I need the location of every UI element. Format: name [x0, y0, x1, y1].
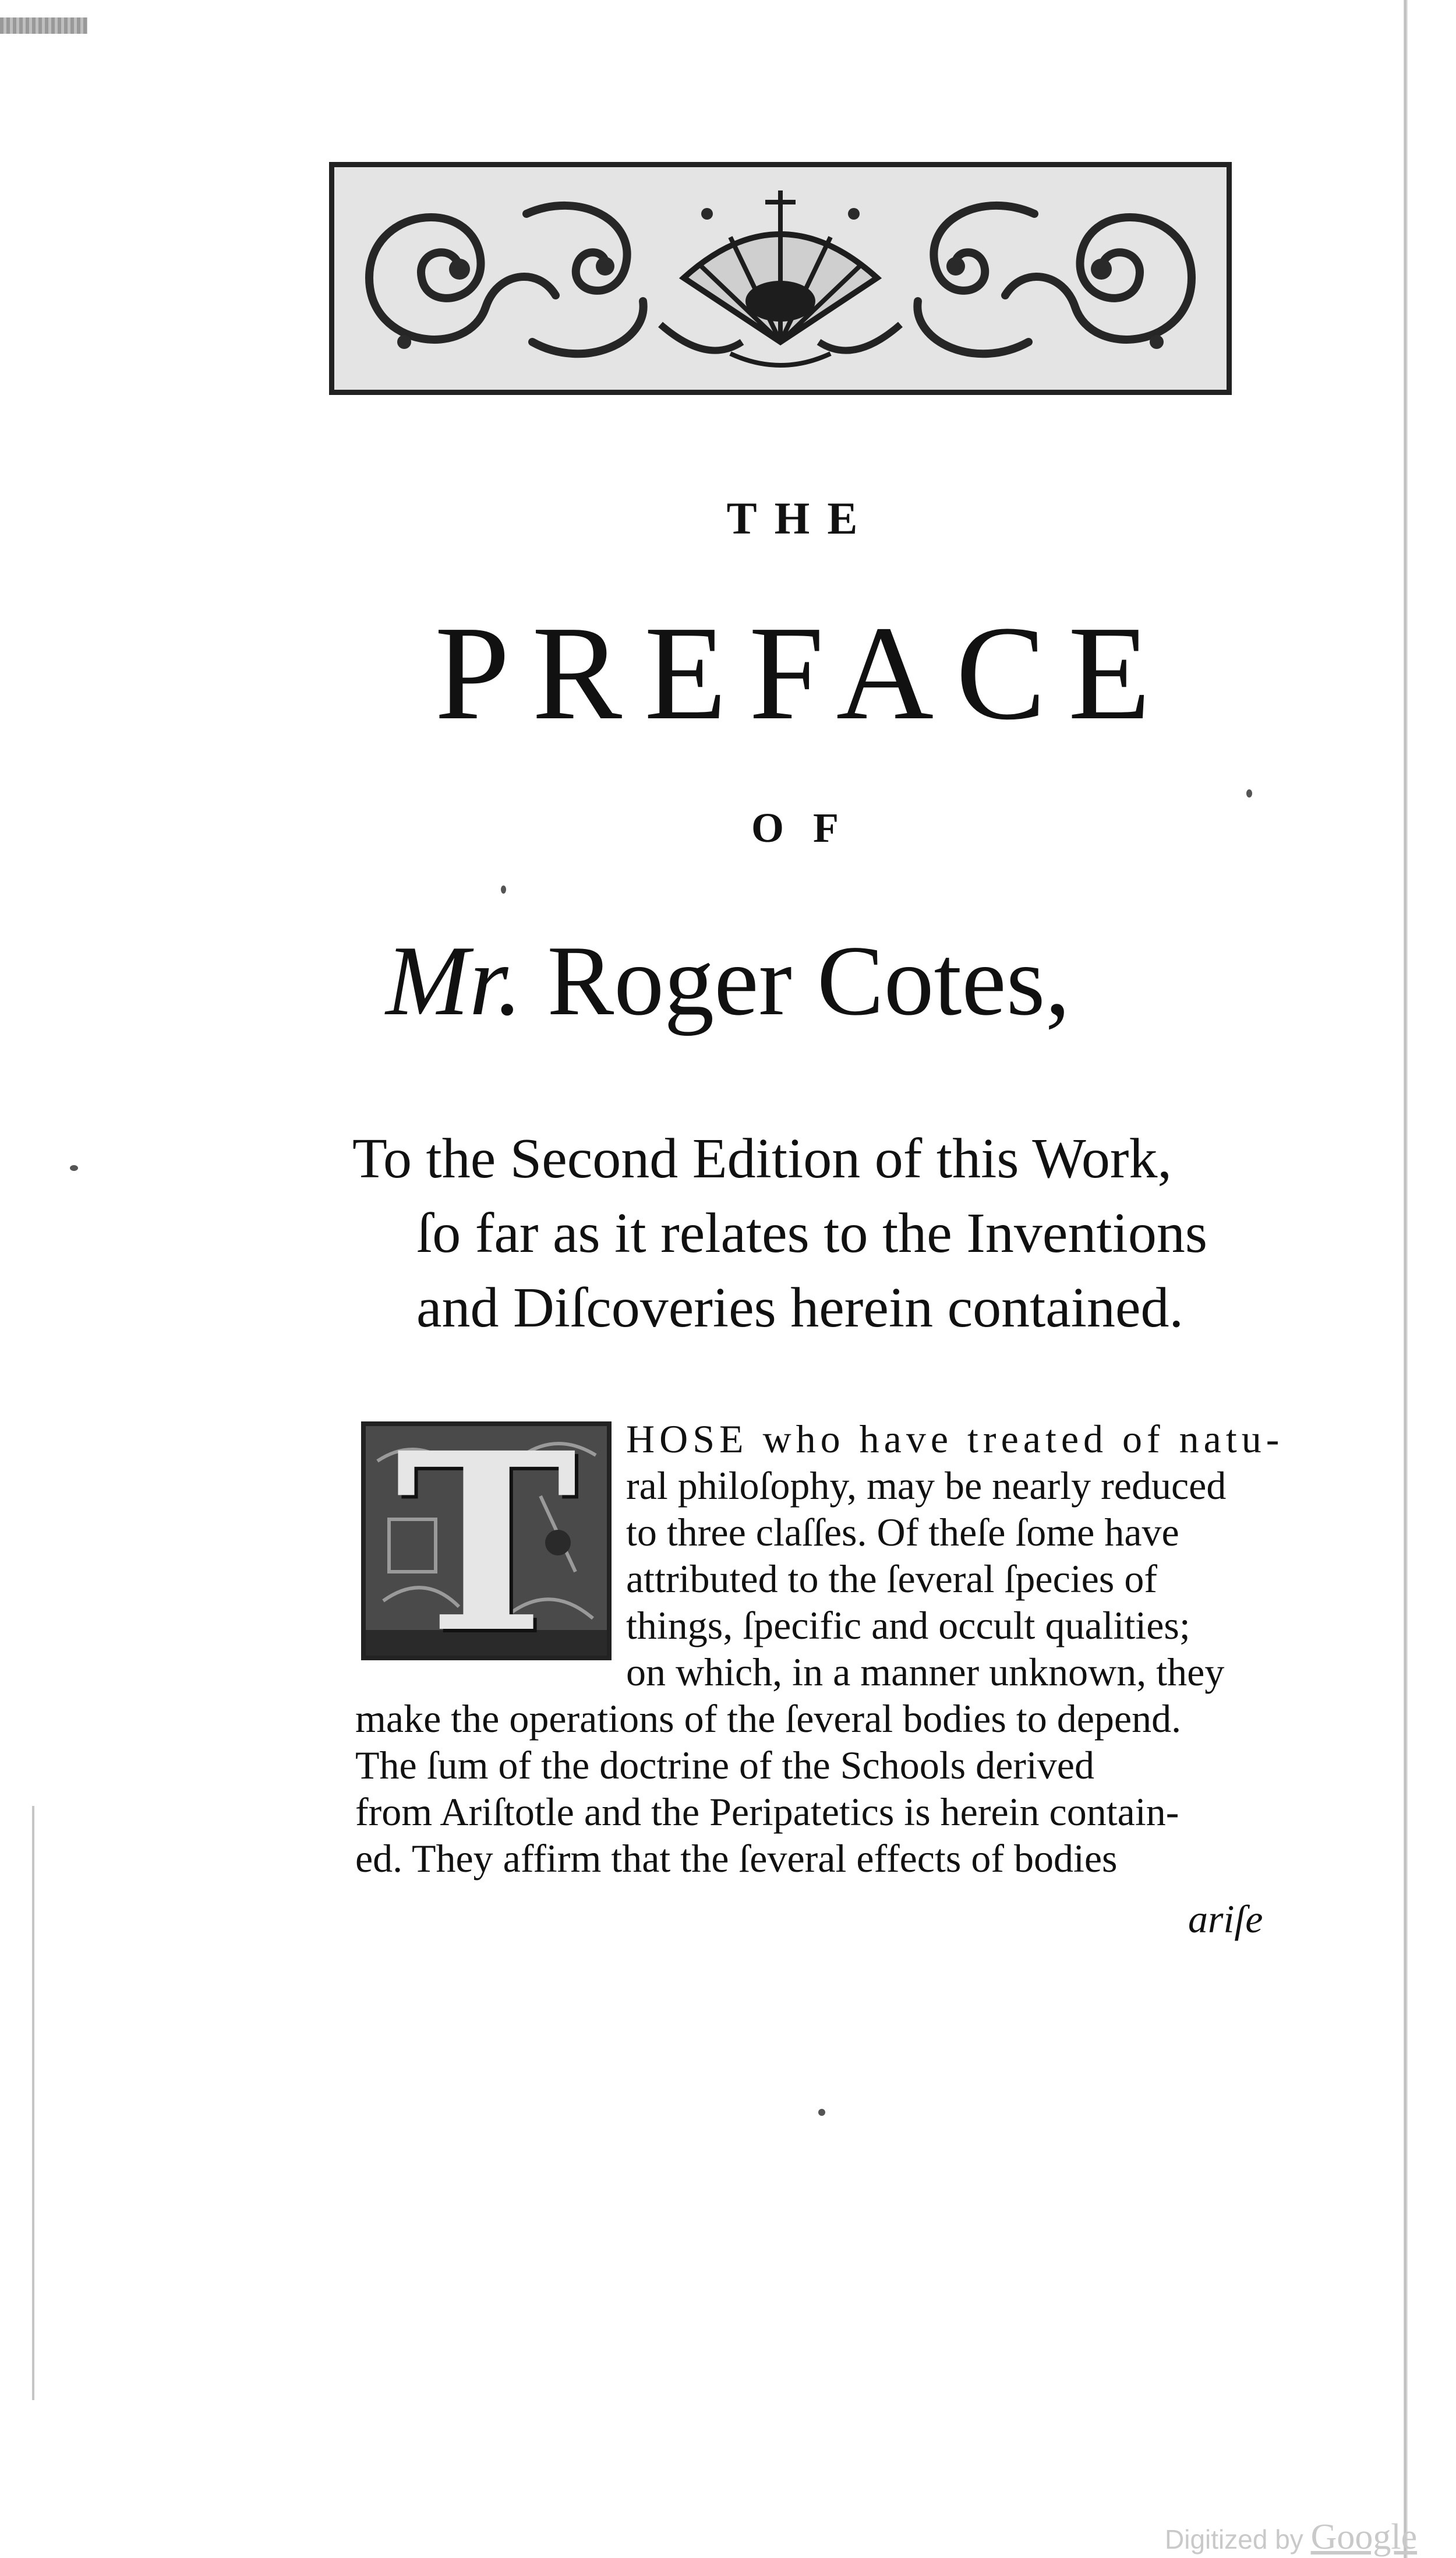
- digitization-watermark: [1165, 2517, 1417, 2558]
- subtitle: [352, 1121, 1284, 1345]
- text-line: The ſum of the doctrine of the Schools derived: [355, 1743, 1094, 1787]
- subtitle-line: To the Second Edition of this Work,: [352, 1127, 1172, 1190]
- text-line: HOSE who have treated of natu-: [626, 1417, 1284, 1461]
- author-name: Roger Cotes,: [547, 926, 1070, 1036]
- title-the: THE: [726, 493, 875, 544]
- title-of: OF: [751, 805, 868, 851]
- woodcut-initial: [361, 1421, 612, 1660]
- author-heading: [0, 926, 1456, 1036]
- body-text-full-width: [355, 1695, 1281, 1882]
- text-line: make the operations of the ſeveral bodies to depend.: [355, 1696, 1182, 1741]
- text-line: on which, in a manner unknown, they: [626, 1650, 1225, 1694]
- subtitle-line: and Diſcoveries herein contained.: [416, 1276, 1184, 1339]
- scan-smudge: [0, 17, 87, 34]
- initial-letter: T: [395, 1421, 578, 1660]
- scan-speck: [818, 2109, 825, 2116]
- text-line: things, ſpecific and occult qualities;: [626, 1603, 1190, 1647]
- ornamental-headpiece: [329, 162, 1232, 395]
- page-edge-shadow: [1404, 0, 1408, 2558]
- catchword: ariſe: [1188, 1897, 1263, 1941]
- scan-speck: [1246, 789, 1252, 798]
- ornamental-scroll-icon: [334, 167, 1227, 390]
- watermark-prefix: Digitized by: [1165, 2524, 1303, 2555]
- subtitle-line: ſo far as it relates to the Inventions: [416, 1202, 1207, 1265]
- scan-speck: [501, 885, 506, 894]
- watermark-brand: Google: [1310, 2517, 1418, 2557]
- page-edge-line: [32, 1806, 34, 2400]
- text-line: ed. They affirm that the ſeveral effects of bodies: [355, 1836, 1118, 1880]
- title-preface: PREFACE: [434, 598, 1173, 748]
- text-line: to three claſſes. Of theſe ſome have: [626, 1510, 1179, 1554]
- body-text-beside-initial: [626, 1416, 1284, 1695]
- scan-speck: [70, 1165, 78, 1171]
- text-line: attributed to the ſeveral ſpecies of: [626, 1557, 1157, 1601]
- author-prefix: Mr.: [386, 926, 522, 1036]
- text-line: from Ariſtotle and the Peripatetics is herein contain-: [355, 1790, 1179, 1834]
- text-line: ral philoſophy, may be nearly reduced: [626, 1463, 1227, 1508]
